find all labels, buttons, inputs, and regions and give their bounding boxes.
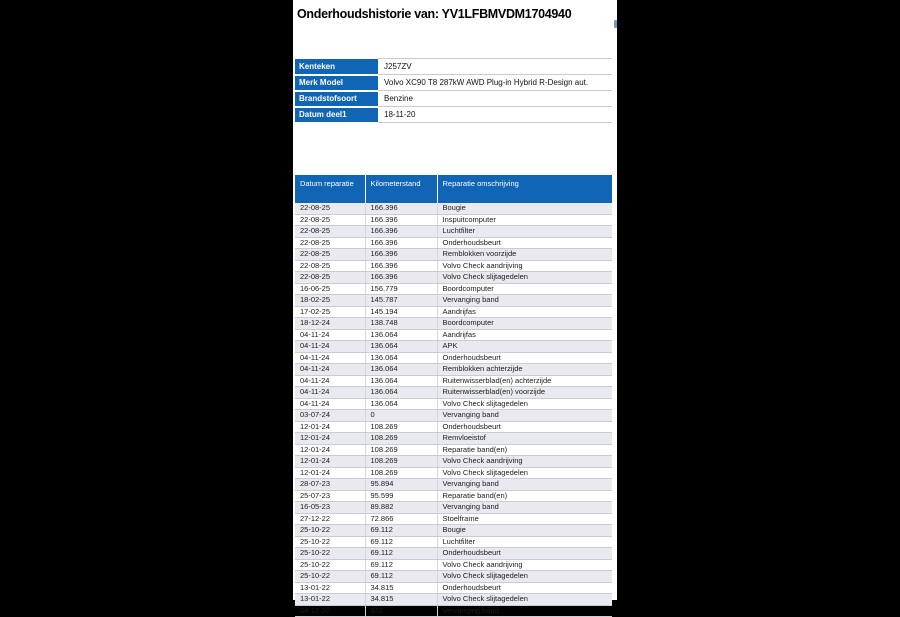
cell-description: Vervanging band <box>437 410 612 422</box>
column-header: Datum reparatie <box>295 175 365 203</box>
cell-description: Stoelframe <box>437 513 612 525</box>
column-header: Reparatie omschrijving <box>437 175 612 203</box>
cell-date: 22-08-25 <box>295 249 365 261</box>
cell-kilometers: 138.748 <box>365 318 437 330</box>
info-row <box>295 59 612 75</box>
cell-description: Aandrijfas <box>437 329 612 341</box>
table-row <box>295 226 612 238</box>
cell-kilometers: 69.112 <box>365 536 437 548</box>
info-label: Datum deel1 <box>295 107 378 123</box>
cell-description: Volvo Check slijtagedelen <box>437 571 612 583</box>
info-row <box>295 91 612 107</box>
cell-date: 18-02-25 <box>295 295 365 307</box>
table-row <box>295 387 612 399</box>
cell-date: 12-01-24 <box>295 421 365 433</box>
cell-kilometers: 95.894 <box>365 479 437 491</box>
cell-kilometers: 136.064 <box>365 375 437 387</box>
info-value: J257ZV <box>378 59 612 75</box>
cell-kilometers: 34.815 <box>365 594 437 606</box>
info-label: Brandstofsoort <box>295 91 378 107</box>
cell-description: Volvo Check slijtagedelen <box>437 467 612 479</box>
cell-date: 25-07-23 <box>295 490 365 502</box>
cell-kilometers: 136.064 <box>365 387 437 399</box>
cell-description: Aandrijfas <box>437 306 612 318</box>
table-row <box>295 421 612 433</box>
cell-date: 04-11-24 <box>295 398 365 410</box>
cell-kilometers: 932 <box>365 605 437 617</box>
page-title: Onderhoudshistorie van: YV1LFBMVDM1704940 <box>297 7 572 21</box>
cell-description: Volvo Check slijtagedelen <box>437 594 612 606</box>
table-row <box>295 582 612 594</box>
info-row <box>295 107 612 123</box>
cell-kilometers: 89.882 <box>365 502 437 514</box>
cell-kilometers: 34.815 <box>365 582 437 594</box>
cell-date: 22-08-25 <box>295 260 365 272</box>
table-row <box>295 571 612 583</box>
cell-kilometers: 136.064 <box>365 329 437 341</box>
info-value: 18-11-20 <box>378 107 612 123</box>
cell-description: Volvo Check slijtagedelen <box>437 398 612 410</box>
cell-kilometers: 108.269 <box>365 421 437 433</box>
cell-kilometers: 166.396 <box>365 226 437 238</box>
cell-description: Luchtfilter <box>437 226 612 238</box>
cell-date: 04-11-24 <box>295 341 365 353</box>
cell-description: Luchtfilter <box>437 536 612 548</box>
table-row <box>295 237 612 249</box>
cell-date: 12-01-24 <box>295 444 365 456</box>
cell-kilometers: 108.269 <box>365 433 437 445</box>
cell-description: Onderhoudsbeurt <box>437 548 612 560</box>
table-row <box>295 490 612 502</box>
table-row <box>295 559 612 571</box>
cell-date: 25-10-22 <box>295 548 365 560</box>
cell-date: 04-11-24 <box>295 352 365 364</box>
table-header-row <box>295 175 612 203</box>
cell-description: Boordcomputer <box>437 318 612 330</box>
cell-kilometers: 69.112 <box>365 571 437 583</box>
table-row <box>295 536 612 548</box>
cell-description: Onderhoudsbeurt <box>437 352 612 364</box>
table-row <box>295 214 612 226</box>
info-value: Benzine <box>378 91 612 107</box>
cell-description: Bougie <box>437 203 612 214</box>
info-row <box>295 75 612 91</box>
table-row <box>295 295 612 307</box>
table-row <box>295 318 612 330</box>
cell-date: 03-07-24 <box>295 410 365 422</box>
table-row <box>295 433 612 445</box>
cell-kilometers: 136.064 <box>365 352 437 364</box>
cell-description: Ruitenwisserblad(en) voorzijde <box>437 387 612 399</box>
table-row <box>295 548 612 560</box>
cell-date: 22-08-25 <box>295 237 365 249</box>
cell-description: Ruitenwisserblad(en) achterzijde <box>437 375 612 387</box>
cell-kilometers: 166.396 <box>365 214 437 226</box>
cell-kilometers: 108.269 <box>365 444 437 456</box>
cell-date: 27-12-22 <box>295 513 365 525</box>
vehicle-info-table <box>295 58 612 124</box>
cell-description: Bougie <box>437 525 612 537</box>
cell-description: Onderhoudsbeurt <box>437 237 612 249</box>
cell-kilometers: 145.787 <box>365 295 437 307</box>
cell-kilometers: 166.396 <box>365 237 437 249</box>
table-row <box>295 283 612 295</box>
cell-date: 04-11-24 <box>295 387 365 399</box>
cell-date: 04-11-24 <box>295 329 365 341</box>
cell-kilometers: 108.269 <box>365 456 437 468</box>
cell-date: 04-11-24 <box>295 375 365 387</box>
cell-date: 04-12-20 <box>295 605 365 617</box>
cell-date: 18-12-24 <box>295 318 365 330</box>
cell-date: 12-01-24 <box>295 456 365 468</box>
cell-kilometers: 156.779 <box>365 283 437 295</box>
cell-kilometers: 0 <box>365 410 437 422</box>
table-row <box>295 444 612 456</box>
cell-date: 13-01-22 <box>295 582 365 594</box>
table-row <box>295 456 612 468</box>
cell-date: 22-08-25 <box>295 214 365 226</box>
cell-description: Onderhoudsbeurt <box>437 582 612 594</box>
document-page <box>293 0 617 615</box>
cell-kilometers: 95.599 <box>365 490 437 502</box>
cell-date: 12-01-24 <box>295 433 365 445</box>
table-row <box>295 329 612 341</box>
table-row <box>295 479 612 491</box>
info-value: Volvo XC90 T8 287kW AWD Plug-in Hybrid R-Design aut. <box>378 75 612 91</box>
cell-date: 22-08-25 <box>295 272 365 284</box>
cell-date: 13-01-22 <box>295 594 365 606</box>
cell-description: Vervanging band <box>437 605 612 617</box>
table-row <box>295 605 612 617</box>
cell-description: Remblokken achterzijde <box>437 364 612 376</box>
cell-kilometers: 72.866 <box>365 513 437 525</box>
cell-description: Boordcomputer <box>437 283 612 295</box>
cell-date: 25-10-22 <box>295 525 365 537</box>
cell-description: Onderhoudsbeurt <box>437 421 612 433</box>
table-row <box>295 341 612 353</box>
cell-kilometers: 166.396 <box>365 272 437 284</box>
cell-date: 17-02-25 <box>295 306 365 318</box>
cell-date: 28-07-23 <box>295 479 365 491</box>
table-row <box>295 594 612 606</box>
cell-kilometers: 166.396 <box>365 249 437 261</box>
partial-icon <box>614 20 617 28</box>
table-row <box>295 306 612 318</box>
cell-date: 25-10-22 <box>295 536 365 548</box>
cell-date: 16-05-23 <box>295 502 365 514</box>
cell-description: Reparatie band(en) <box>437 490 612 502</box>
cell-description: Vervanging band <box>437 502 612 514</box>
cell-kilometers: 136.064 <box>365 398 437 410</box>
cell-description: Volvo Check slijtagedelen <box>437 272 612 284</box>
cell-kilometers: 69.112 <box>365 559 437 571</box>
cell-date: 04-11-24 <box>295 364 365 376</box>
cell-description: Volvo Check aandrijving <box>437 456 612 468</box>
cell-kilometers: 69.112 <box>365 525 437 537</box>
cell-description: Volvo Check aandrijving <box>437 260 612 272</box>
cell-kilometers: 166.396 <box>365 260 437 272</box>
cell-kilometers: 108.269 <box>365 467 437 479</box>
info-label: Kenteken <box>295 59 378 75</box>
table-row <box>295 203 612 214</box>
cell-kilometers: 145.194 <box>365 306 437 318</box>
table-row <box>295 525 612 537</box>
cell-date: 12-01-24 <box>295 467 365 479</box>
table-row <box>295 513 612 525</box>
table-row <box>295 352 612 364</box>
table-row <box>295 467 612 479</box>
cell-date: 25-10-22 <box>295 559 365 571</box>
table-row <box>295 398 612 410</box>
table-row <box>295 502 612 514</box>
cell-description: Volvo Check aandrijving <box>437 559 612 571</box>
cell-description: Vervanging band <box>437 479 612 491</box>
cell-description: Vervanging band <box>437 295 612 307</box>
cell-date: 16-06-25 <box>295 283 365 295</box>
cell-date: 22-08-25 <box>295 226 365 238</box>
cell-description: Reparatie band(en) <box>437 444 612 456</box>
table-row <box>295 272 612 284</box>
cell-description: Inspuitcomputer <box>437 214 612 226</box>
table-row <box>295 375 612 387</box>
table-row <box>295 364 612 376</box>
maintenance-table <box>295 175 612 617</box>
cell-description: Remvloeistof <box>437 433 612 445</box>
cell-kilometers: 136.064 <box>365 341 437 353</box>
table-row <box>295 260 612 272</box>
cell-kilometers: 166.396 <box>365 203 437 214</box>
info-label: Merk Model <box>295 75 378 91</box>
cell-date: 25-10-22 <box>295 571 365 583</box>
cell-description: Remblokken voorzijde <box>437 249 612 261</box>
table-row <box>295 410 612 422</box>
column-header: Kilometerstand <box>365 175 437 203</box>
cell-description: APK <box>437 341 612 353</box>
cell-kilometers: 69.112 <box>365 548 437 560</box>
table-row <box>295 249 612 261</box>
cell-date: 22-08-25 <box>295 203 365 214</box>
cell-kilometers: 136.064 <box>365 364 437 376</box>
